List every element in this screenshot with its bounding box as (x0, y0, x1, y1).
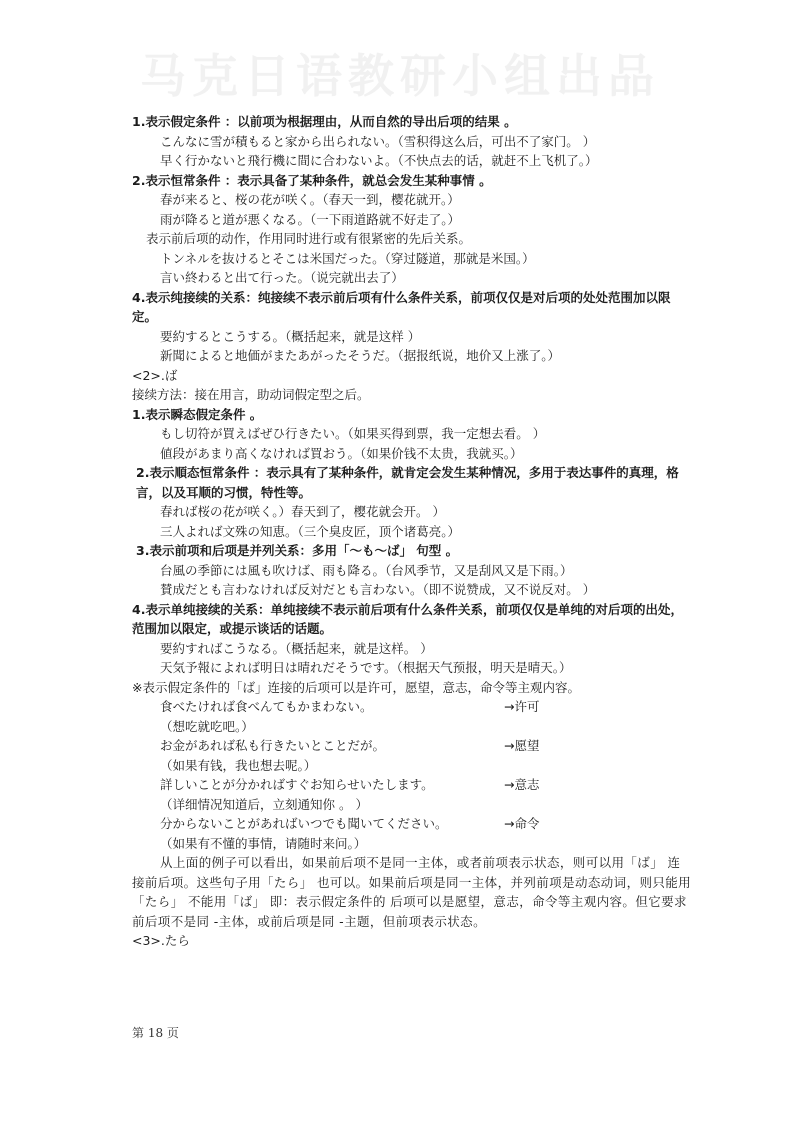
example-line: 雨が降ると道が悪くなる。（一下雨道路就不好走了。） (160, 211, 461, 227)
example-cn: （详细情况知道后，立刻通知你 。 ） (160, 796, 368, 812)
example-jp: 食べたければ食べんてもかまわない。 (160, 699, 373, 714)
example-line: 早く行かないと飛行機に間に合わないよ。（不快点去的话，就赶不上飞机了。） (160, 153, 598, 168)
example-line: 言い終わると出て行った。（说完就出去了） (160, 270, 404, 285)
method-line: 接续方法：接在用言，助动词假定型之后。 (132, 387, 370, 402)
example-cn: （如果有钱，我也想去呢。） (160, 757, 317, 773)
heading-3: 表示前后项的动作，作用同时进行或有很紧密的先后关系。 (146, 231, 472, 246)
heading-2: 2.表示順态恒常条件 ：表示具有了某种条件，就肯定会发生某种情况，多用于表达事件的真理，格言，以及耳顺的习惯，特性等。 (136, 465, 679, 500)
example-line: トンネルを抜けるとそこは米国だった。（穿过隧道，那就是米国。） (160, 250, 535, 266)
example-row (132, 736, 692, 756)
example-jp: お金があれば私も行きたいとことだが。 (160, 738, 386, 753)
example-line: 天気予報によれば明日は晴れだそうです。（根据天气预报，明天是晴天。） (160, 660, 572, 675)
watermark: 马克日语教研小组出品 (140, 49, 660, 103)
example-line: もし切符が買えばぜひ行きたい。（如果买得到票，我一定想去看。 ） (160, 426, 546, 441)
heading-3: 3.表示前项和后项是并列关系：多用「～も～ば」 句型 。 (136, 543, 459, 558)
heading-1: 1.表示瞬态假定条件 。 (132, 406, 263, 422)
example-line: 春が来ると、桜の花が咲く。（春天一到，樱花就开。） (160, 192, 460, 207)
section-title: <3>.たら (132, 933, 190, 948)
example-cn: （如果有不懂的事情，请随时来问。） (160, 835, 367, 851)
document-body (132, 112, 692, 951)
example-line: 賛成だとも言わなければ反対だとも言わない。（即不说赞成，又不说反对。 ） (160, 582, 596, 597)
summary-paragraph: 从上面的例子可以看出，如果前后项不是同一主体，或者前项表示状态，则可以用「ば」 连接前后项。这些句子用「たら」 也可以。如果前后项是同一主体，并列前项是动态动词，则只能用「たら」 不能用「ば」 即：表示假定条件的 后项可以是愿望，意志，命令等主观内容。但它要求前后项不是同 -主体，或前后项是同 -主题，但前项表示状态。 (132, 855, 692, 929)
note-line: ※表示假定条件的「ば」连接的后项可以是许可，愿望，意志，命令等主观内容。 (132, 679, 580, 695)
example-cn: （想吃就吃吧。） (160, 718, 254, 734)
example-line: 三人よれば文殊の知恵。（三个臭皮匠，顶个诸葛亮。） (160, 523, 461, 539)
heading-1: 1.表示假定条件 ：以前项为根据理由，从而自然的导出后项的结果 。 (132, 114, 517, 129)
example-jp: 分からないことがあればいつでも聞いてください。 (160, 816, 448, 831)
example-line: 台風の季節には風も吹けば、雨も降る。（台风季节，又是刮风又是下雨。） (160, 562, 573, 578)
example-line: 要約すればこうなる。（概括起来，就是这样。 ） (160, 640, 433, 656)
page-number: 第 18 页 (132, 1026, 179, 1040)
heading-4: 4.表示单纯接续的关系：单纯接续不表示前后项有什么条件关系，前项仅仅是单纯的对后项的出处，范围加以限定，或提示谈话的话题。 (132, 601, 683, 636)
example-line: 値段があまり高くなければ買おう。（如果价钱不太贵，我就买。） (160, 445, 523, 461)
example-tag: →意志 (504, 777, 540, 792)
example-row (132, 697, 692, 717)
example-line: 新聞によると地価がまたあがったそうだ。（据报纸说，地价又上涨了。） (160, 348, 561, 363)
example-row (132, 814, 692, 834)
example-tag: →命令 (504, 816, 540, 831)
heading-4: 4.表示纯接续的关系：纯接续不表示前后项有什么条件关系，前项仅仅是对后项的处处范围加以限定。 (132, 289, 671, 324)
example-line: こんなに雪が積もると家から出られない。（雪积得这么后，可出不了家门。 ） (160, 133, 596, 149)
example-tag: →许可 (504, 699, 540, 714)
example-line: 春れば桜の花が咲く。）春天到了，樱花就会开。 ） (160, 504, 445, 519)
example-line: 要約するとこうする。（概括起来，就是这样 ） (160, 328, 421, 344)
example-jp: 詳しいことが分かればすぐお知らせいたします。 (160, 777, 434, 792)
heading-2: 2.表示恒常条件 ：表示具备了某种条件，就总会发生某种事情 。 (132, 172, 492, 188)
example-row (132, 775, 692, 795)
section-title: <2>.ば (132, 367, 178, 383)
example-tag: →愿望 (504, 738, 540, 753)
